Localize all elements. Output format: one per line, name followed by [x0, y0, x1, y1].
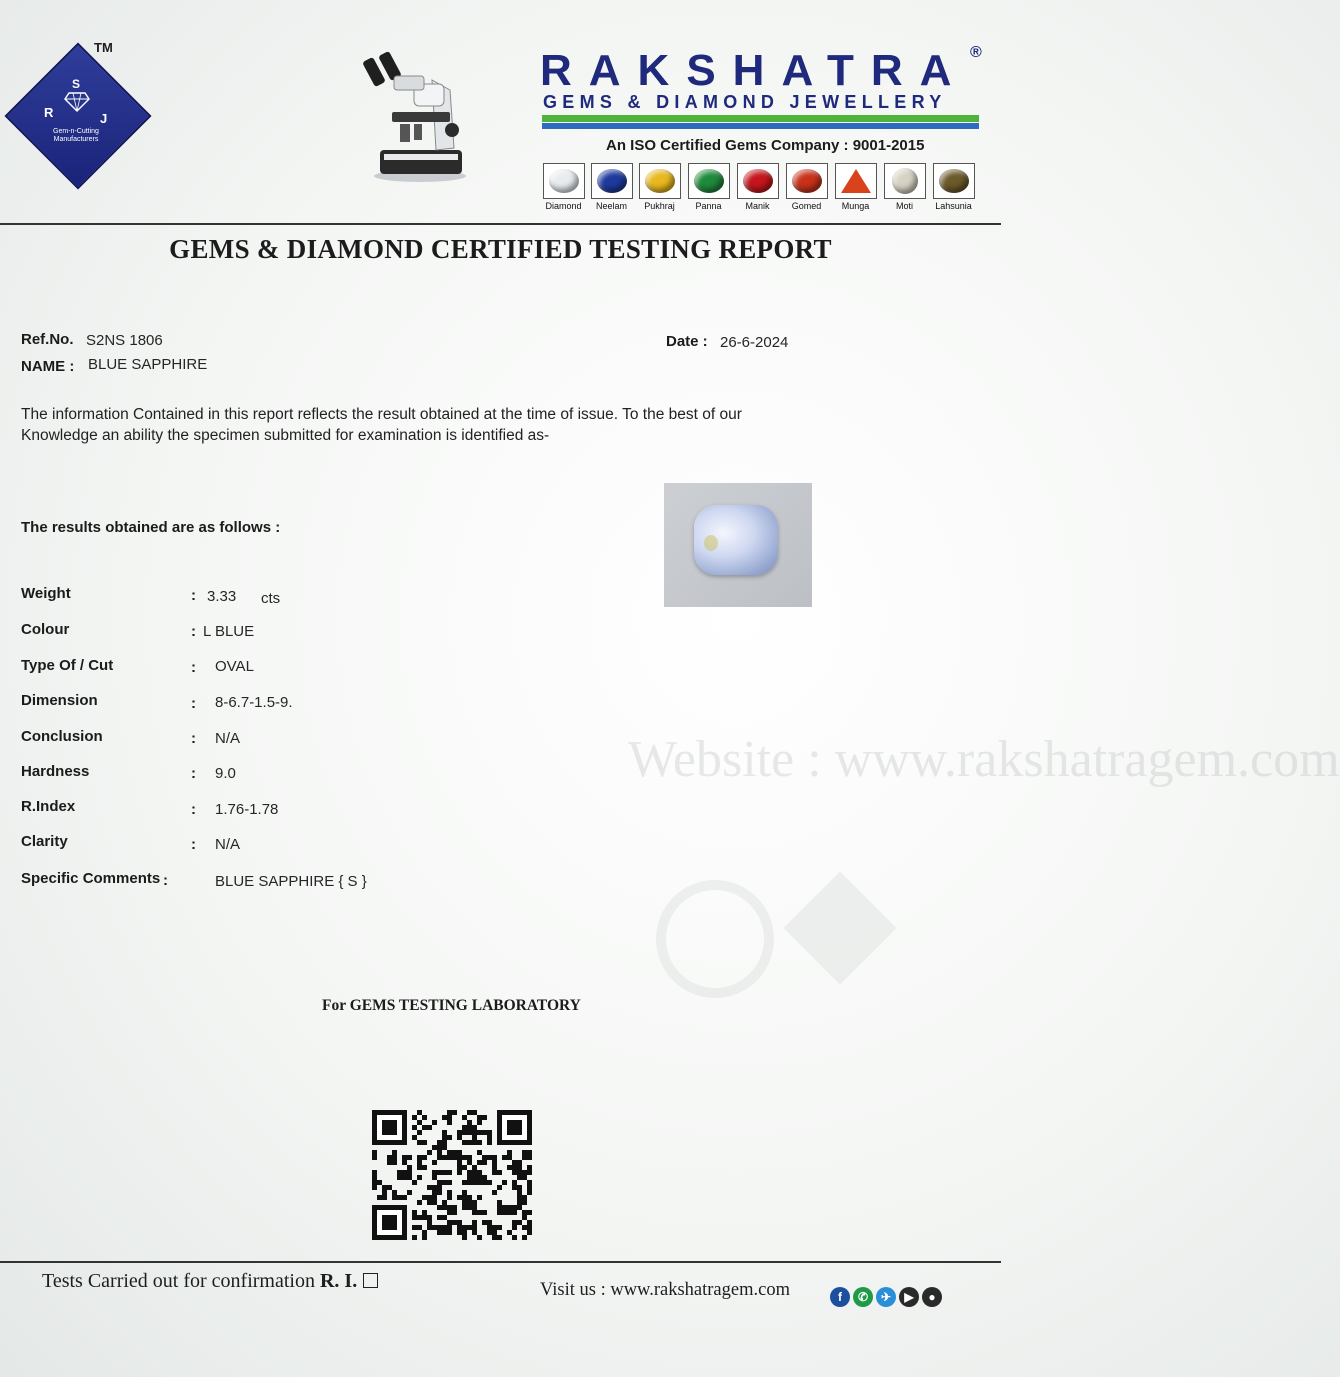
camera-icon: ● — [922, 1287, 942, 1307]
tests-text: Tests Carried out for confirmation — [42, 1270, 315, 1292]
result-label: Dimension — [21, 692, 98, 709]
logo-letter-r: R — [44, 105, 54, 120]
gem-item — [930, 163, 977, 215]
gem-label: Manik — [745, 201, 770, 211]
lahsunia-icon — [939, 169, 969, 193]
gem-item — [685, 163, 732, 215]
gem-label: Diamond — [545, 201, 582, 211]
brand-name: RAKSHATRA — [540, 46, 969, 95]
stone-photo — [664, 483, 812, 607]
name-value: BLUE SAPPHIRE — [88, 356, 208, 373]
qr-code-icon — [372, 1110, 532, 1240]
twitter-icon: ✈ — [876, 1287, 896, 1307]
result-value: OVAL — [215, 658, 254, 675]
result-colon: : — [191, 623, 196, 640]
result-colon: : — [191, 801, 196, 818]
result-label: Colour — [21, 621, 70, 638]
result-value: 3.33 — [207, 588, 237, 605]
pukhraj-icon — [645, 169, 675, 193]
info-line: The information Contained in this report reflects the result obtained at the time of issue. To the best of our — [21, 406, 742, 423]
result-value: BLUE SAPPHIRE { S } — [215, 873, 367, 890]
result-label: Type Of / Cut — [21, 657, 114, 674]
panna-icon — [694, 169, 724, 193]
name-label: NAME : — [21, 358, 75, 375]
brand-color-bar — [542, 115, 979, 131]
gem-item — [832, 163, 879, 215]
logo-tagline: Gem-n-Cutting Manufacturers — [53, 128, 99, 143]
watermark-seal-icon — [656, 880, 774, 998]
registered-mark: ® — [970, 44, 982, 61]
gem-label: Munga — [841, 201, 870, 211]
gem-item — [734, 163, 781, 215]
result-value: 9.0 — [215, 765, 236, 782]
whatsapp-icon: ✆ — [853, 1287, 873, 1307]
result-colon: : — [191, 659, 196, 676]
result-label: Clarity — [21, 833, 68, 850]
ref-value: S2NS 1806 — [86, 332, 163, 349]
result-colon: : — [191, 765, 196, 782]
gem-item — [881, 163, 928, 215]
facebook-icon: f — [830, 1287, 850, 1307]
visit-website: Visit us : www.rakshatragem.com — [540, 1280, 790, 1300]
gem-item — [783, 163, 830, 215]
microscope-icon — [362, 50, 472, 186]
moti-icon — [892, 168, 918, 194]
info-line: Knowledge an ability the specimen submitted for examination is identified as- — [21, 427, 550, 444]
for-lab-label: For GEMS TESTING LABORATORY — [322, 997, 581, 1014]
brand-bar-blue — [542, 123, 979, 129]
result-value: N/A — [215, 836, 241, 853]
result-value: N/A — [215, 730, 241, 747]
result-value: 1.76-1.78 — [215, 801, 279, 818]
diamond-icon — [549, 169, 579, 193]
gem-label: Gomed — [791, 201, 822, 211]
date-label: Date : — [666, 333, 708, 350]
logo-letter-s: S — [72, 77, 81, 91]
gemstone-row — [540, 163, 980, 215]
logo-inner — [6, 50, 146, 190]
iso-certification: An ISO Certified Gems Company : 9001-2015 — [606, 137, 925, 154]
youtube-icon: ▶ — [899, 1287, 919, 1307]
manik-icon — [743, 169, 773, 193]
date-value: 26-6-2024 — [720, 334, 789, 351]
blue-sapphire-icon — [694, 505, 778, 575]
gem-item — [636, 163, 683, 215]
result-colon: : — [191, 730, 196, 747]
header-divider — [0, 223, 1001, 225]
result-label: Weight — [21, 585, 71, 602]
gem-item — [540, 163, 587, 215]
gem-label: Moti — [895, 201, 913, 211]
gem-item — [588, 163, 635, 215]
neelam-icon — [597, 169, 627, 193]
report-info — [21, 404, 861, 446]
footer-divider — [0, 1261, 1001, 1263]
result-value: 8-6.7-1.5-9. — [215, 694, 293, 711]
watermark-diamond-icon — [783, 871, 896, 984]
ri-checkbox — [363, 1273, 378, 1288]
gomed-icon — [792, 169, 822, 193]
ref-label: Ref.No. — [21, 331, 74, 348]
gem-label: Pukhraj — [644, 201, 675, 211]
result-label: Specific Comments — [21, 870, 161, 887]
result-colon: : — [191, 587, 196, 604]
result-unit: cts — [261, 590, 281, 607]
munga-icon — [841, 169, 871, 193]
gem-label: Neelam — [595, 201, 627, 211]
trademark-mark: TM — [94, 40, 113, 55]
result-colon: : — [163, 872, 168, 889]
logo-letter-j: J — [100, 111, 108, 126]
report-title: GEMS & DIAMOND CERTIFIED TESTING REPORT — [169, 234, 832, 264]
results-heading: The results obtained are as follows : — [21, 519, 281, 536]
social-icons — [830, 1287, 950, 1311]
gem-label: Lahsunia — [935, 201, 972, 211]
ri-label: R. I. — [319, 1270, 358, 1292]
tests-confirmation — [42, 1270, 378, 1293]
brand-bar-green — [542, 115, 979, 122]
logo-gem-icon — [64, 92, 90, 112]
result-value: L BLUE — [203, 623, 255, 640]
result-label: R.Index — [21, 798, 76, 815]
brand-subtitle: GEMS & DIAMOND JEWELLERY — [543, 92, 947, 112]
watermark-website: Website : www.rakshatragem.com — [628, 731, 1340, 788]
gem-label: Panna — [695, 201, 722, 211]
result-label: Hardness — [21, 763, 90, 780]
result-label: Conclusion — [21, 728, 103, 745]
company-logo — [6, 40, 152, 190]
result-colon: : — [191, 836, 196, 853]
result-colon: : — [191, 695, 196, 712]
